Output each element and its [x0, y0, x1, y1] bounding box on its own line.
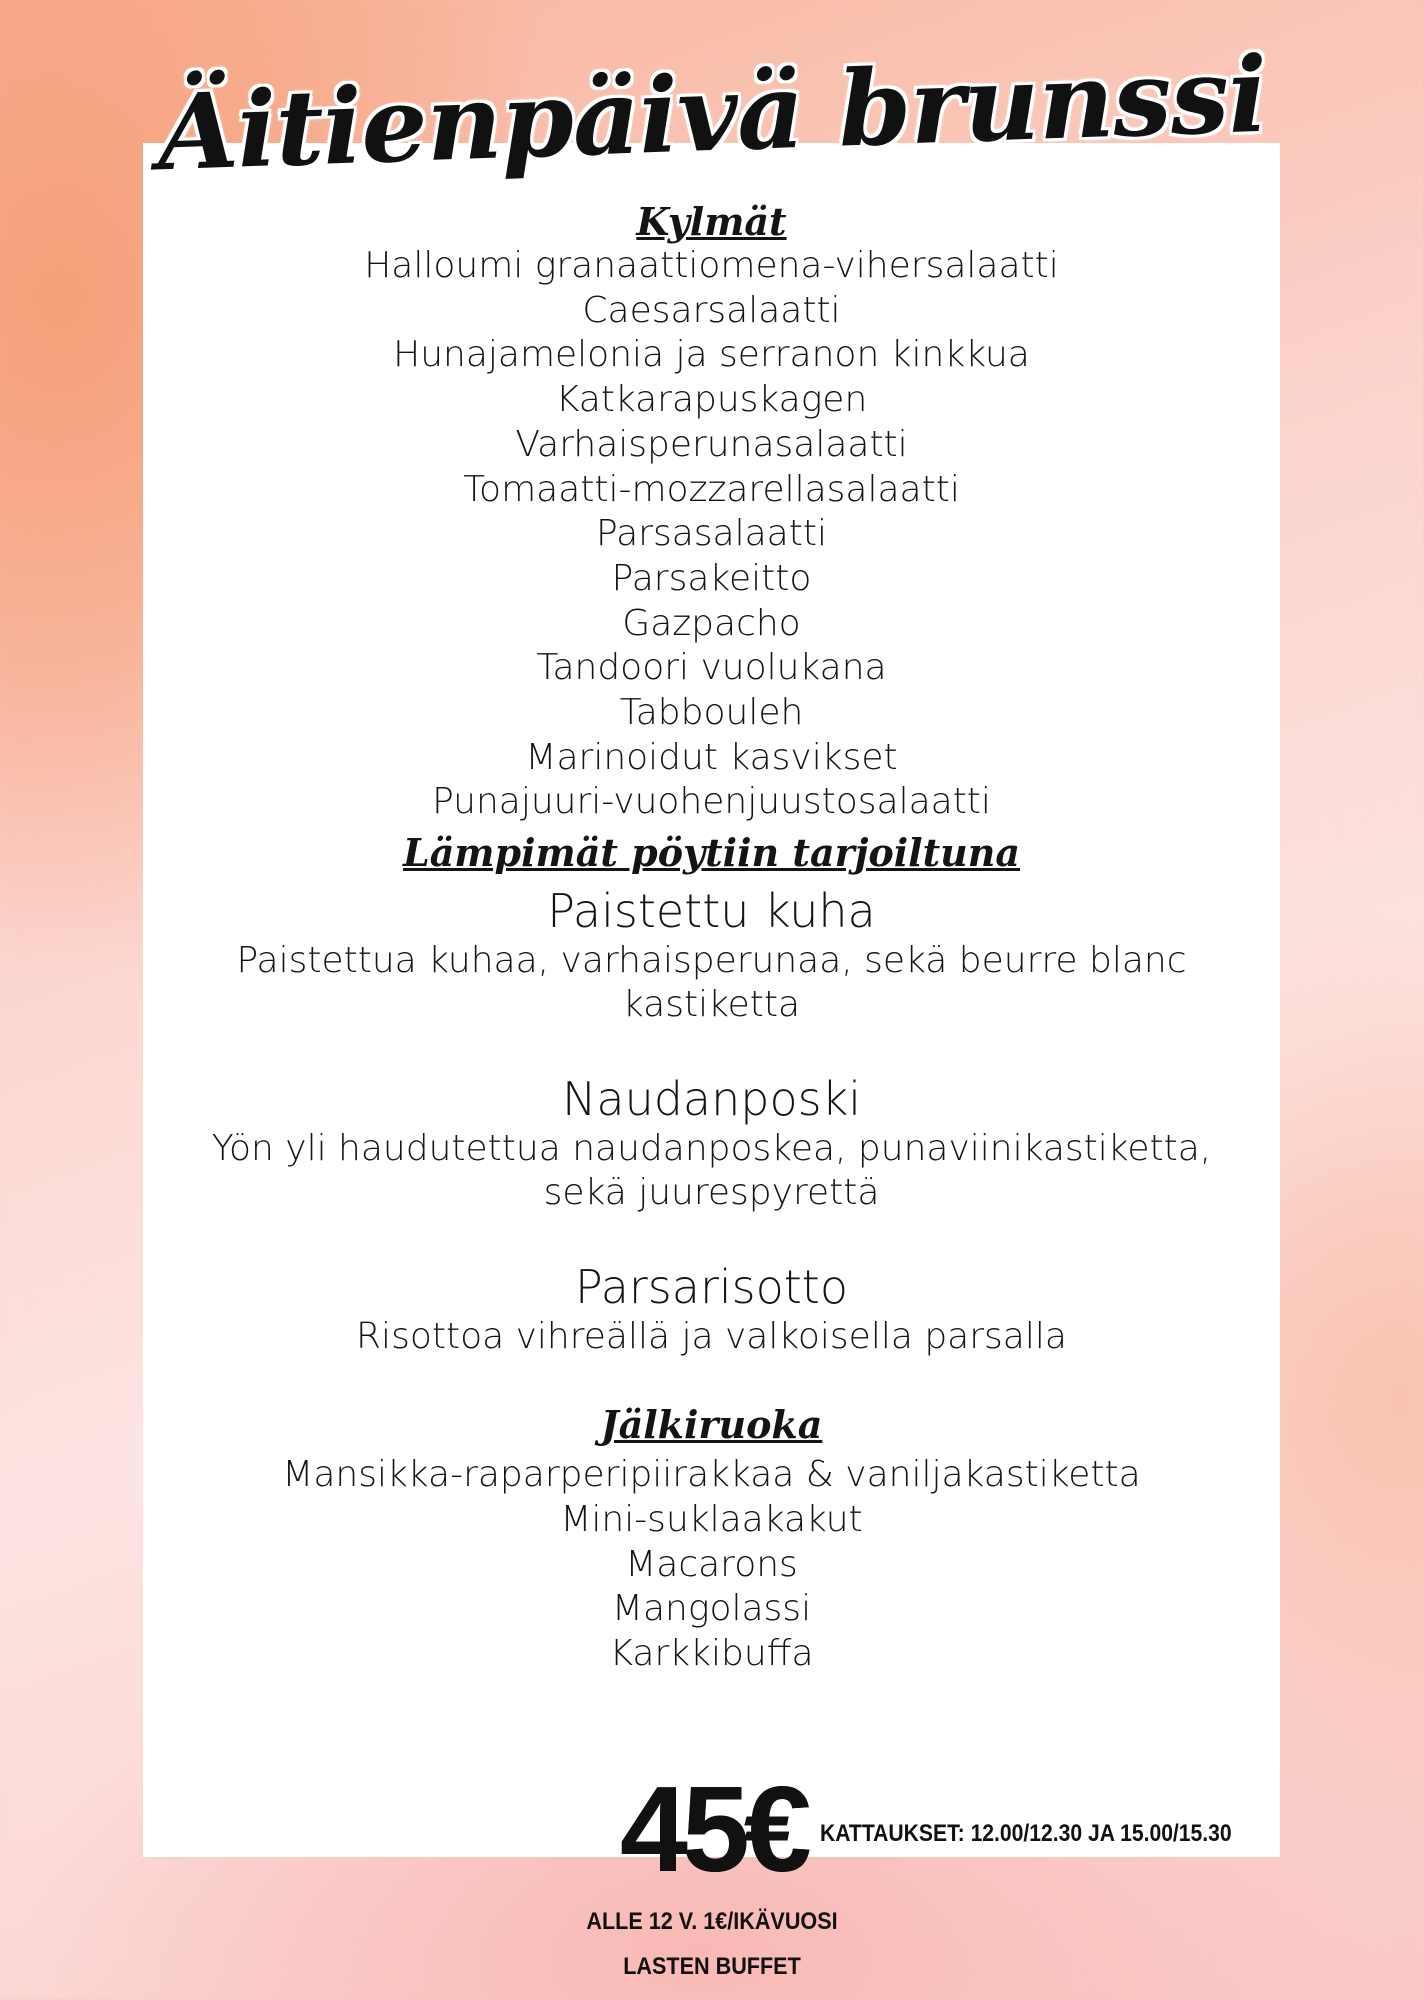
dish: [143, 1259, 1280, 1359]
list-item: Caesarsalaatti: [582, 289, 841, 331]
dish-name: Parsarisotto: [575, 1260, 848, 1315]
seating-times: KATTAUKSET: 12.00/12.30 JA 15.00/15.30: [820, 1820, 1232, 1847]
cold-heading: Kylmät: [636, 199, 787, 244]
dish-description: kastiketta: [622, 984, 801, 1026]
list-item: Hunajamelonia ja serranon kinkkua: [393, 334, 1030, 376]
dish-description: Paistettua kuhaa, varhaisperunaa, sekä beurre blanc: [236, 940, 1187, 982]
dish-description: Risottoa vihreällä ja valkoisella parsalla: [356, 1316, 1067, 1358]
list-item: Tandoori vuolukana: [536, 647, 887, 689]
list-item: Karkkibuffa: [609, 1632, 814, 1674]
list-item: Mansikka-raparperipiirakkaa & vaniljakastiketta: [282, 1454, 1141, 1496]
list-item: Marinoidut kasvikset: [525, 736, 898, 778]
kids-buffet: LASTEN BUFFET: [623, 1953, 801, 1980]
dessert-heading: Jälkiruoka: [600, 1402, 823, 1448]
list-item: Parsakeitto: [611, 557, 812, 599]
list-item: Halloumi granaattiomena-vihersalaatti: [364, 245, 1059, 286]
list-item: Katkarapuskagen: [555, 379, 868, 421]
cold-list: [143, 244, 1280, 825]
list-item: Punajuuri-vuohenjuustosalaatti: [432, 781, 991, 823]
dessert-list: [143, 1453, 1280, 1677]
list-item: Parsasalaatti: [596, 513, 827, 555]
menu-content: [143, 200, 1280, 1677]
dish: [143, 883, 1280, 1027]
dish: [143, 1071, 1280, 1215]
list-item: Gazpacho: [622, 602, 801, 644]
list-item: Tabbouleh: [619, 692, 804, 734]
warm-heading: Lämpimät pöytiin tarjoiltuna: [402, 830, 1021, 876]
list-item: Macarons: [625, 1543, 798, 1585]
price: 45€: [620, 1761, 806, 1897]
dish-description: sekä juurespyrettä: [543, 1172, 880, 1214]
dish-name: Paistettu kuha: [547, 884, 876, 939]
dish-name: Naudanposki: [561, 1072, 862, 1127]
dish-description: Yön yli haudutettua naudanposkea, punaviinikastiketta,: [211, 1128, 1212, 1170]
menu-title: Äitienpäivä brunssi: [155, 32, 1269, 195]
list-item: Mangolassi: [611, 1588, 812, 1630]
list-item: Mini-suklaakakut: [560, 1498, 863, 1540]
list-item: Tomaatti-mozzarellasalaatti: [463, 468, 960, 510]
list-item: Varhaisperunasalaatti: [515, 423, 908, 465]
kids-price: ALLE 12 V. 1€/IKÄVUOSI: [586, 1908, 838, 1935]
